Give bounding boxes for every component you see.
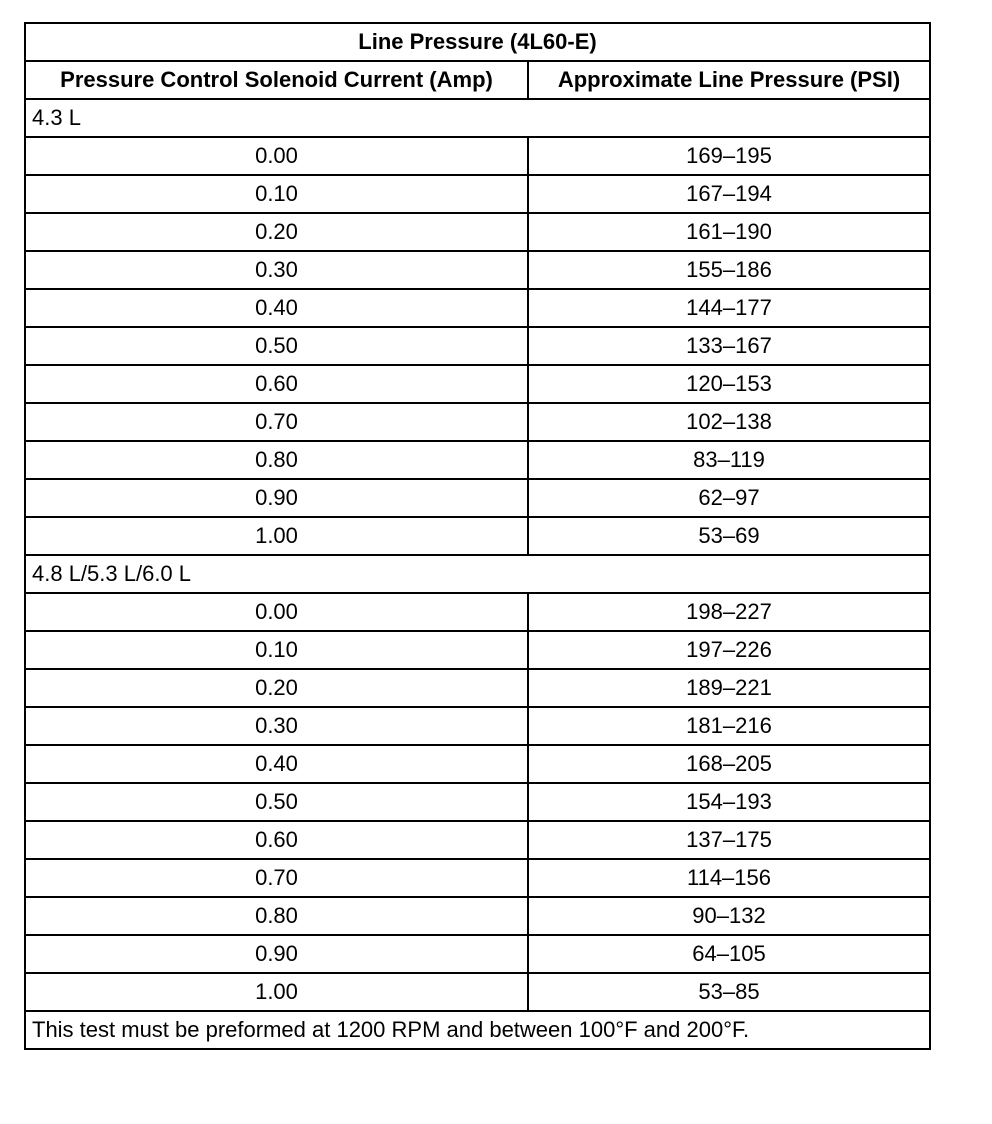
line-pressure-cell: 137–175 [528, 821, 930, 859]
solenoid-current-cell: 0.20 [25, 669, 528, 707]
column-header-row [25, 61, 930, 99]
line-pressure-cell: 169–195 [528, 137, 930, 175]
table-row [25, 973, 930, 1011]
engine-group-label: 4.3 L [25, 99, 930, 137]
solenoid-current-cell: 0.90 [25, 935, 528, 973]
table-row [25, 593, 930, 631]
note-row [25, 1011, 930, 1049]
solenoid-current-cell: 0.10 [25, 175, 528, 213]
line-pressure-cell: 83–119 [528, 441, 930, 479]
line-pressure-cell: 168–205 [528, 745, 930, 783]
solenoid-current-cell: 0.70 [25, 403, 528, 441]
line-pressure-cell: 64–105 [528, 935, 930, 973]
table-row [25, 897, 930, 935]
line-pressure-cell: 198–227 [528, 593, 930, 631]
table-title-row [25, 23, 930, 61]
solenoid-current-cell: 0.30 [25, 251, 528, 289]
solenoid-current-cell: 0.00 [25, 593, 528, 631]
table-row [25, 935, 930, 973]
line-pressure-table [24, 22, 931, 1050]
line-pressure-cell: 197–226 [528, 631, 930, 669]
engine-group-label: 4.8 L/5.3 L/6.0 L [25, 555, 930, 593]
solenoid-current-cell: 0.50 [25, 783, 528, 821]
table-row [25, 745, 930, 783]
engine-group-row [25, 99, 930, 137]
table-row [25, 669, 930, 707]
line-pressure-cell: 53–85 [528, 973, 930, 1011]
line-pressure-cell: 102–138 [528, 403, 930, 441]
solenoid-current-cell: 0.50 [25, 327, 528, 365]
column-header-current: Pressure Control Solenoid Current (Amp) [25, 61, 528, 99]
line-pressure-cell: 144–177 [528, 289, 930, 327]
test-condition-note: This test must be preformed at 1200 RPM and between 100°F and 200°F. [25, 1011, 930, 1049]
line-pressure-cell: 155–186 [528, 251, 930, 289]
solenoid-current-cell: 0.80 [25, 897, 528, 935]
solenoid-current-cell: 1.00 [25, 517, 528, 555]
line-pressure-cell: 114–156 [528, 859, 930, 897]
table-row [25, 213, 930, 251]
engine-group-row [25, 555, 930, 593]
solenoid-current-cell: 0.20 [25, 213, 528, 251]
line-pressure-cell: 90–132 [528, 897, 930, 935]
line-pressure-cell: 167–194 [528, 175, 930, 213]
line-pressure-cell: 189–221 [528, 669, 930, 707]
table-row [25, 783, 930, 821]
table-row [25, 403, 930, 441]
solenoid-current-cell: 0.80 [25, 441, 528, 479]
solenoid-current-cell: 1.00 [25, 973, 528, 1011]
table-row [25, 631, 930, 669]
solenoid-current-cell: 0.00 [25, 137, 528, 175]
solenoid-current-cell: 0.10 [25, 631, 528, 669]
line-pressure-cell: 62–97 [528, 479, 930, 517]
table-row [25, 251, 930, 289]
table-row [25, 365, 930, 403]
solenoid-current-cell: 0.30 [25, 707, 528, 745]
line-pressure-cell: 133–167 [528, 327, 930, 365]
table-body [25, 99, 930, 1011]
line-pressure-cell: 120–153 [528, 365, 930, 403]
table-row [25, 517, 930, 555]
line-pressure-cell: 154–193 [528, 783, 930, 821]
solenoid-current-cell: 0.70 [25, 859, 528, 897]
table-row [25, 859, 930, 897]
table-row [25, 289, 930, 327]
table-row [25, 137, 930, 175]
solenoid-current-cell: 0.40 [25, 745, 528, 783]
table-title: Line Pressure (4L60-E) [25, 23, 930, 61]
line-pressure-cell: 181–216 [528, 707, 930, 745]
column-header-pressure: Approximate Line Pressure (PSI) [528, 61, 930, 99]
solenoid-current-cell: 0.60 [25, 365, 528, 403]
solenoid-current-cell: 0.40 [25, 289, 528, 327]
table-row [25, 441, 930, 479]
table-row [25, 327, 930, 365]
solenoid-current-cell: 0.60 [25, 821, 528, 859]
table-row [25, 175, 930, 213]
table-row [25, 707, 930, 745]
line-pressure-cell: 161–190 [528, 213, 930, 251]
table-row [25, 479, 930, 517]
line-pressure-cell: 53–69 [528, 517, 930, 555]
table-row [25, 821, 930, 859]
solenoid-current-cell: 0.90 [25, 479, 528, 517]
